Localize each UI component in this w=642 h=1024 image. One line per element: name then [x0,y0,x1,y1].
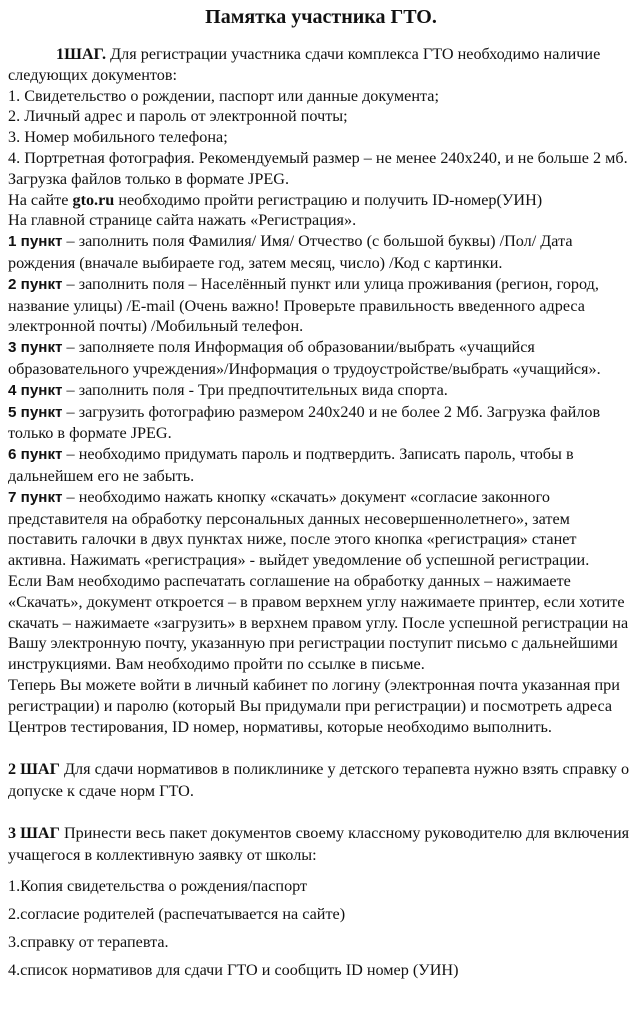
site-name: gto.ru [72,190,115,209]
step2-text: Для сдачи нормативов в поликлинике у детского терапевта нужно взять справку о допуске к сдаче норм ГТО. [8,760,630,801]
step2-paragraph [8,758,634,802]
doc-item: 2. Личный адрес и пароль от электронной почты; [8,107,348,126]
point-text: – заполнить поля – Населённый пункт или улица проживания (регион, город, название улицы) /E-mail (Очень важно! Проверьте правильность введенного адреса электронной почты) /Мобильный телефон. [8,274,599,336]
step3-label: 3 ШАГ [8,824,60,843]
point-text: – заполнить поля - Три предпочтительных вида спорта. [62,380,448,399]
point-label: 1 пункт [8,233,63,251]
point-label: 6 пункт [8,446,63,464]
point-item [8,487,634,571]
site-after-text: необходимо пройти регистрацию и получить ID-номер(УИН) [114,190,543,209]
point-item [8,444,634,487]
point-item [8,337,634,380]
step2-label: 2 ШАГ [8,760,60,779]
point-text: – заполнить поля Фамилия/ Имя/ Отчество (с большой буквы) /Пол/ Дата рождения (вначале выбираете год, затем месяц, число) /Код с картинки. [8,232,573,272]
step3-text: Принести весь пакет документов своему классному руководителю для включения учащегося в коллективную заявку от школы: [8,824,630,865]
point-text: – заполняете поля Информация об образовании/выбрать «учащийся образовательного учреждения»/Информация о трудоустройстве/выбрать «учащийся». [8,338,601,378]
list-item: 3.справку от терапевта. [8,932,169,951]
point-item [8,402,634,445]
step3-list [8,876,634,980]
point-label: 7 пункт [8,488,63,506]
main-page-line: На главной странице сайта нажать «Регистрация». [8,211,357,230]
point-text: – загрузить фотографию размером 240х240 и не более 2 Мб. Загрузка файлов только в формате JPEG. [8,402,601,443]
point-item [8,274,634,337]
list-item: 4.список нормативов для сдачи ГТО и сообщить ID номер (УИН) [8,960,459,979]
step3-paragraph [8,822,634,866]
point-text: – необходимо придумать пароль и подтвердить. Записать пароль, чтобы в дальнейшем его не забыть. [8,445,574,485]
site-before-text: На сайте [8,190,73,209]
point-item [8,380,634,402]
spacer [8,737,634,758]
point-label: 3 пункт [8,339,63,357]
list-item: 2.согласие родителей (распечатывается на сайте) [8,905,346,924]
doc-item: 4. Портретная фотография. Рекомендуемый размер – не менее 240х240, и не больше 2 мб. Загрузка файлов только в формате JPEG. [8,148,628,188]
step1-label: 1ШАГ. [56,45,107,63]
spacer [8,812,634,822]
doc-item: 1. Свидетельство о рождении, паспорт или данные документа; [8,86,439,105]
page-title: Памятка участника ГТО. [205,6,437,28]
print-note: Если Вам необходимо распечатать соглашение на обработку данных – нажимаете «Скачать», документ откроется – в правом верхнем углу нажимаете принтер, если хотите скачать – нажимаете «загрузить» в верхнем правом углу. После успешной регистрации на Вашу электронную почту, указанную при регистрации поступит письмо с дальнейшими инструкциями. Вам необходимо пройти по ссылке в письме. [8,571,629,674]
point-text: – необходимо нажать кнопку «скачать» документ «согласие законного представителя на обработку персональных данных несовершеннолетнего», затем поставить галочки в двух пунктах ниже, после этого кнопка «регистрация» станет активна. Нажимать «регистрация» - выйдет уведомление об успешной регистрации. [8,487,590,570]
list-item: 1.Копия свидетельства о рождения/паспорт [8,877,308,896]
point-label: 5 пункт [8,403,63,421]
point-label: 2 пункт [8,275,63,293]
point-label: 4 пункт [8,381,63,399]
step1-intro-text: Для регистрации участника сдачи комплекса ГТО необходимо наличие следующих документов: [8,45,601,84]
point-item [8,231,634,274]
site-line [8,190,634,211]
doc-item: 3. Номер мобильного телефона; [8,128,228,147]
cabinet-note: Теперь Вы можете войти в личный кабинет по логину (электронная почта указанная при регистрации) и паролю (который Вы придумали при регистрации) и посмотреть адреса Центров тестирования, ID номер, нормативы, которые необходимо выполнить. [8,675,620,736]
step1-intro [8,44,634,86]
